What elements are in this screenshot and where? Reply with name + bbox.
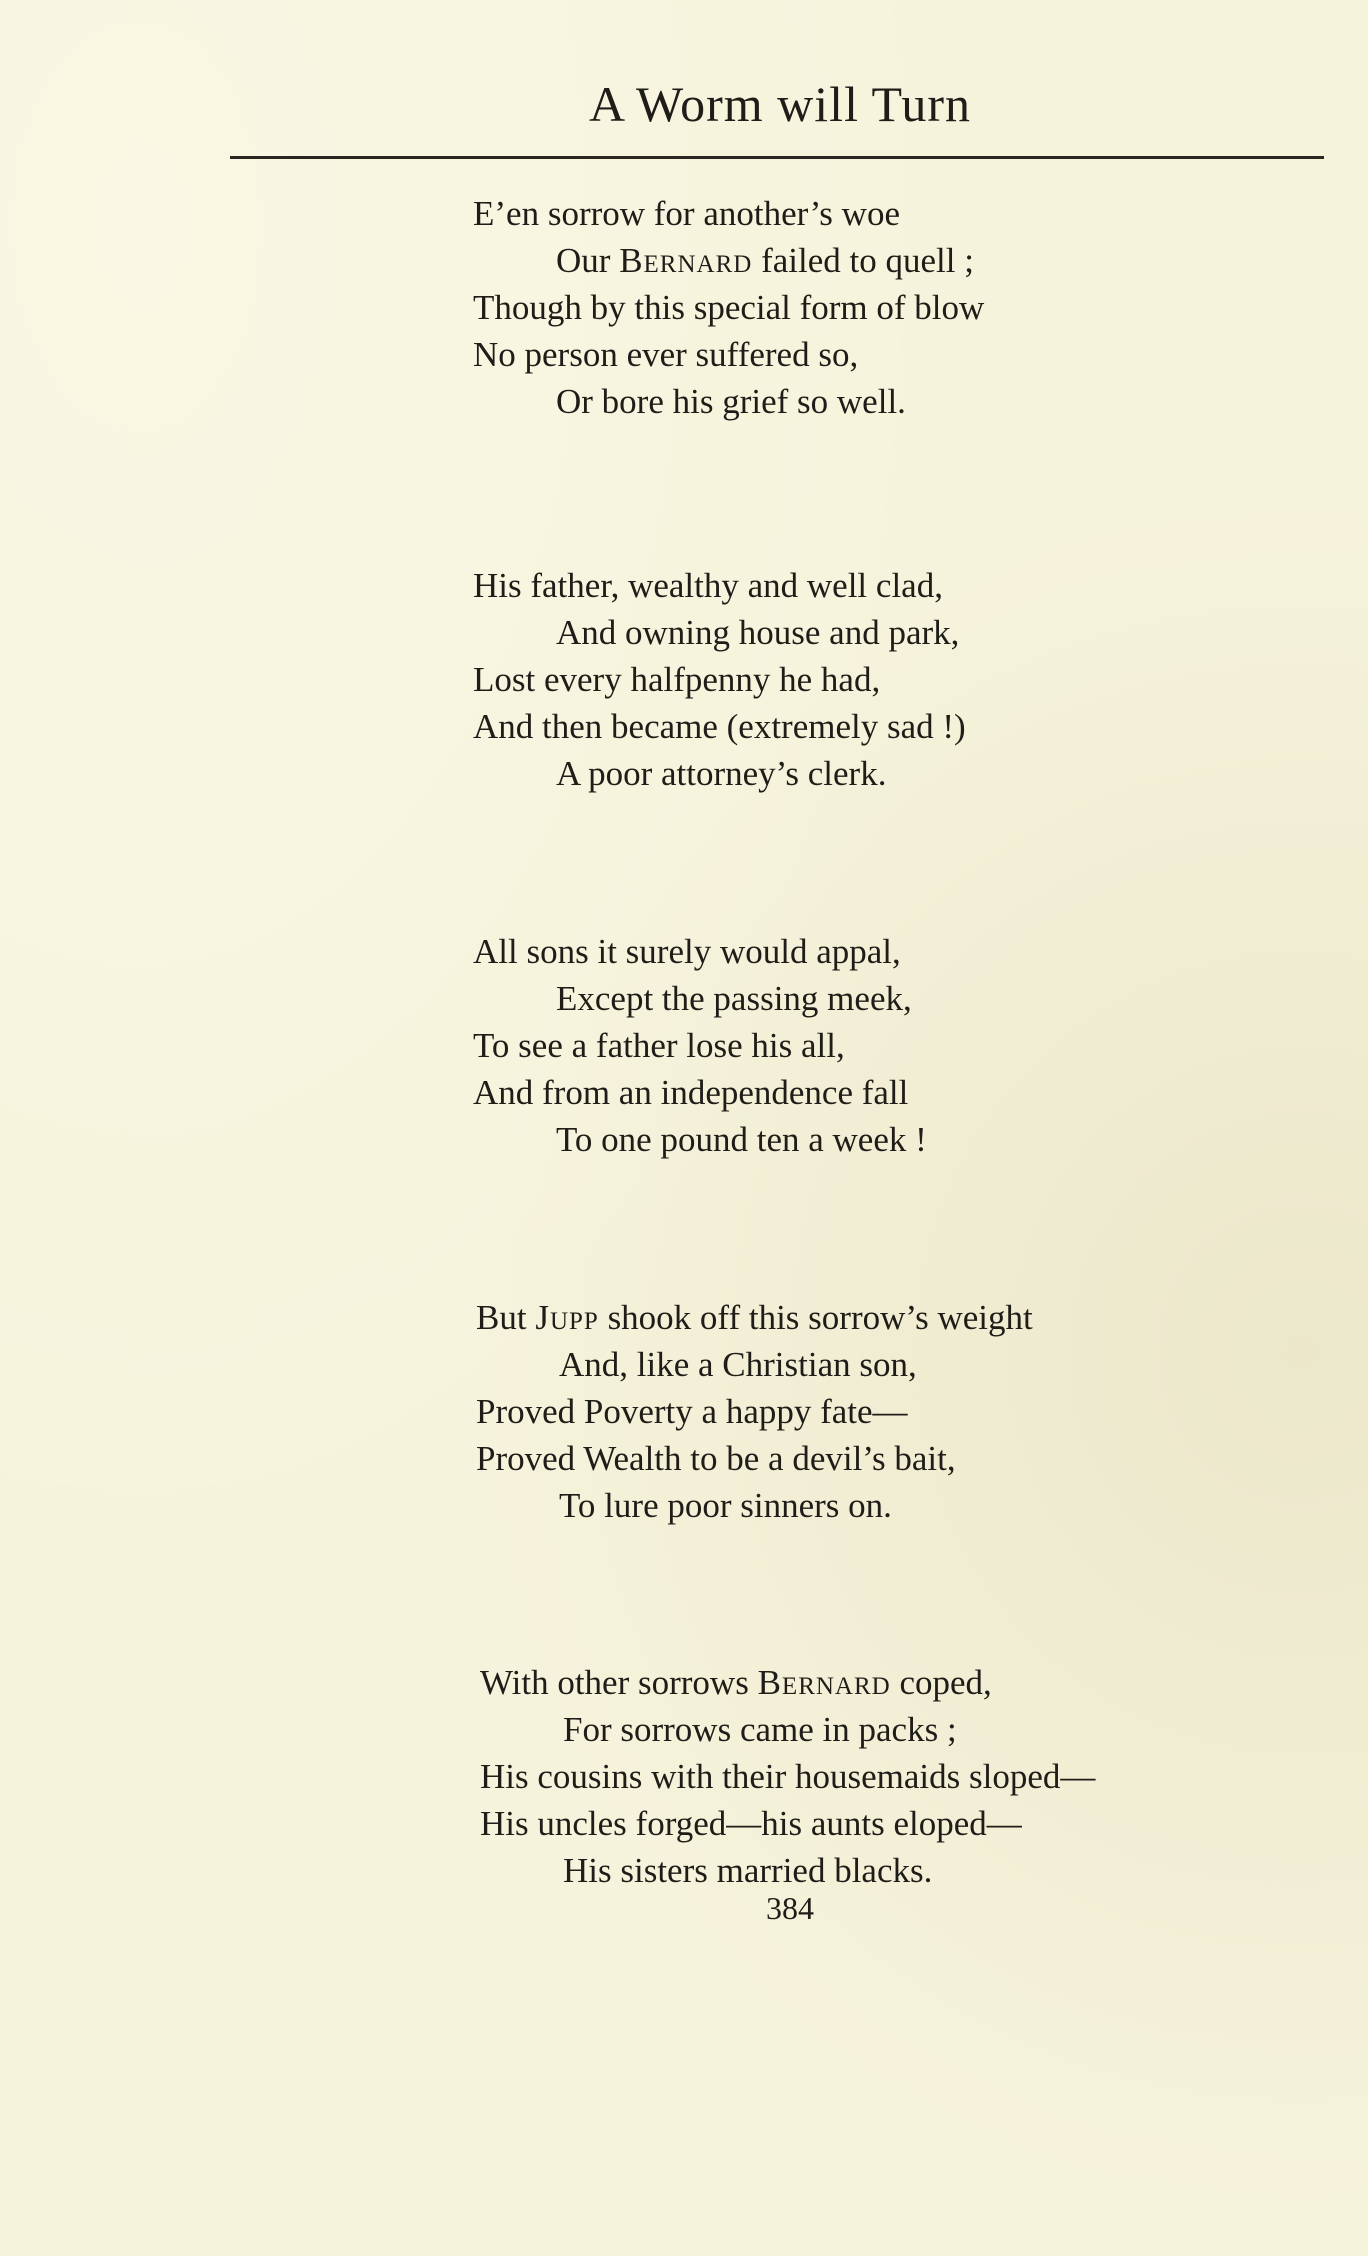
verse-line: To lure poor sinners on. [559,1486,892,1525]
verse-line [476,1294,1296,1341]
verse-line [480,1659,1300,1706]
verse-line: And owning house and park, [556,613,960,652]
verse-line: And then became (extremely sad !) [473,707,966,746]
page-number: 384 [766,1890,814,1926]
verse-line: And from an independence fall [473,1073,909,1112]
verse-line: Or bore his grief so well. [556,382,906,421]
verse-text: With other sorrows [480,1663,758,1702]
stanza-4 [476,1294,1296,1529]
verse-line: And, like a Christian son, [559,1345,917,1384]
verse-text: failed to quell ; [752,241,974,280]
verse-line: His uncles forged—his aunts eloped— [480,1804,1022,1843]
character-name: Jupp [535,1298,599,1337]
verse-line [473,237,1293,284]
verse-line: A poor attorney’s clerk. [556,754,887,793]
verse-line: Though by this special form of blow [473,288,985,327]
header-rule [230,156,1324,159]
verse-line: To see a father lose his all, [473,1026,845,1065]
verse-line: His cousins with their housemaids sloped— [480,1757,1096,1796]
verse-text: Our [556,241,620,280]
verse-line: His sisters married blacks. [563,1851,933,1890]
verse-text: shook off this sorrow’s weight [598,1298,1033,1337]
verse-line: Except the passing meek, [556,979,912,1018]
stanza-3 [473,928,1293,1163]
verse-line: His father, wealthy and well clad, [473,566,943,605]
stanza-5 [480,1659,1300,1894]
verse-line: Proved Poverty a happy fate— [476,1392,908,1431]
character-name: Bernard [757,1663,891,1702]
stanza-1 [473,190,1293,425]
verse-text: But [476,1298,536,1337]
stanza-2 [473,562,1293,797]
running-head: A Worm will Turn [589,76,971,132]
verse-line: No person ever suffered so, [473,335,859,374]
verse-line: For sorrows came in packs ; [563,1710,957,1749]
verse-line: To one pound ten a week ! [556,1120,927,1159]
verse-line: E’en sorrow for another’s woe [473,194,900,233]
character-name: Bernard [619,241,753,280]
verse-text: coped, [890,1663,992,1702]
verse-line: Proved Wealth to be a devil’s bait, [476,1439,956,1478]
verse-line: All sons it surely would appal, [473,932,901,971]
verse-line: Lost every halfpenny he had, [473,660,881,699]
